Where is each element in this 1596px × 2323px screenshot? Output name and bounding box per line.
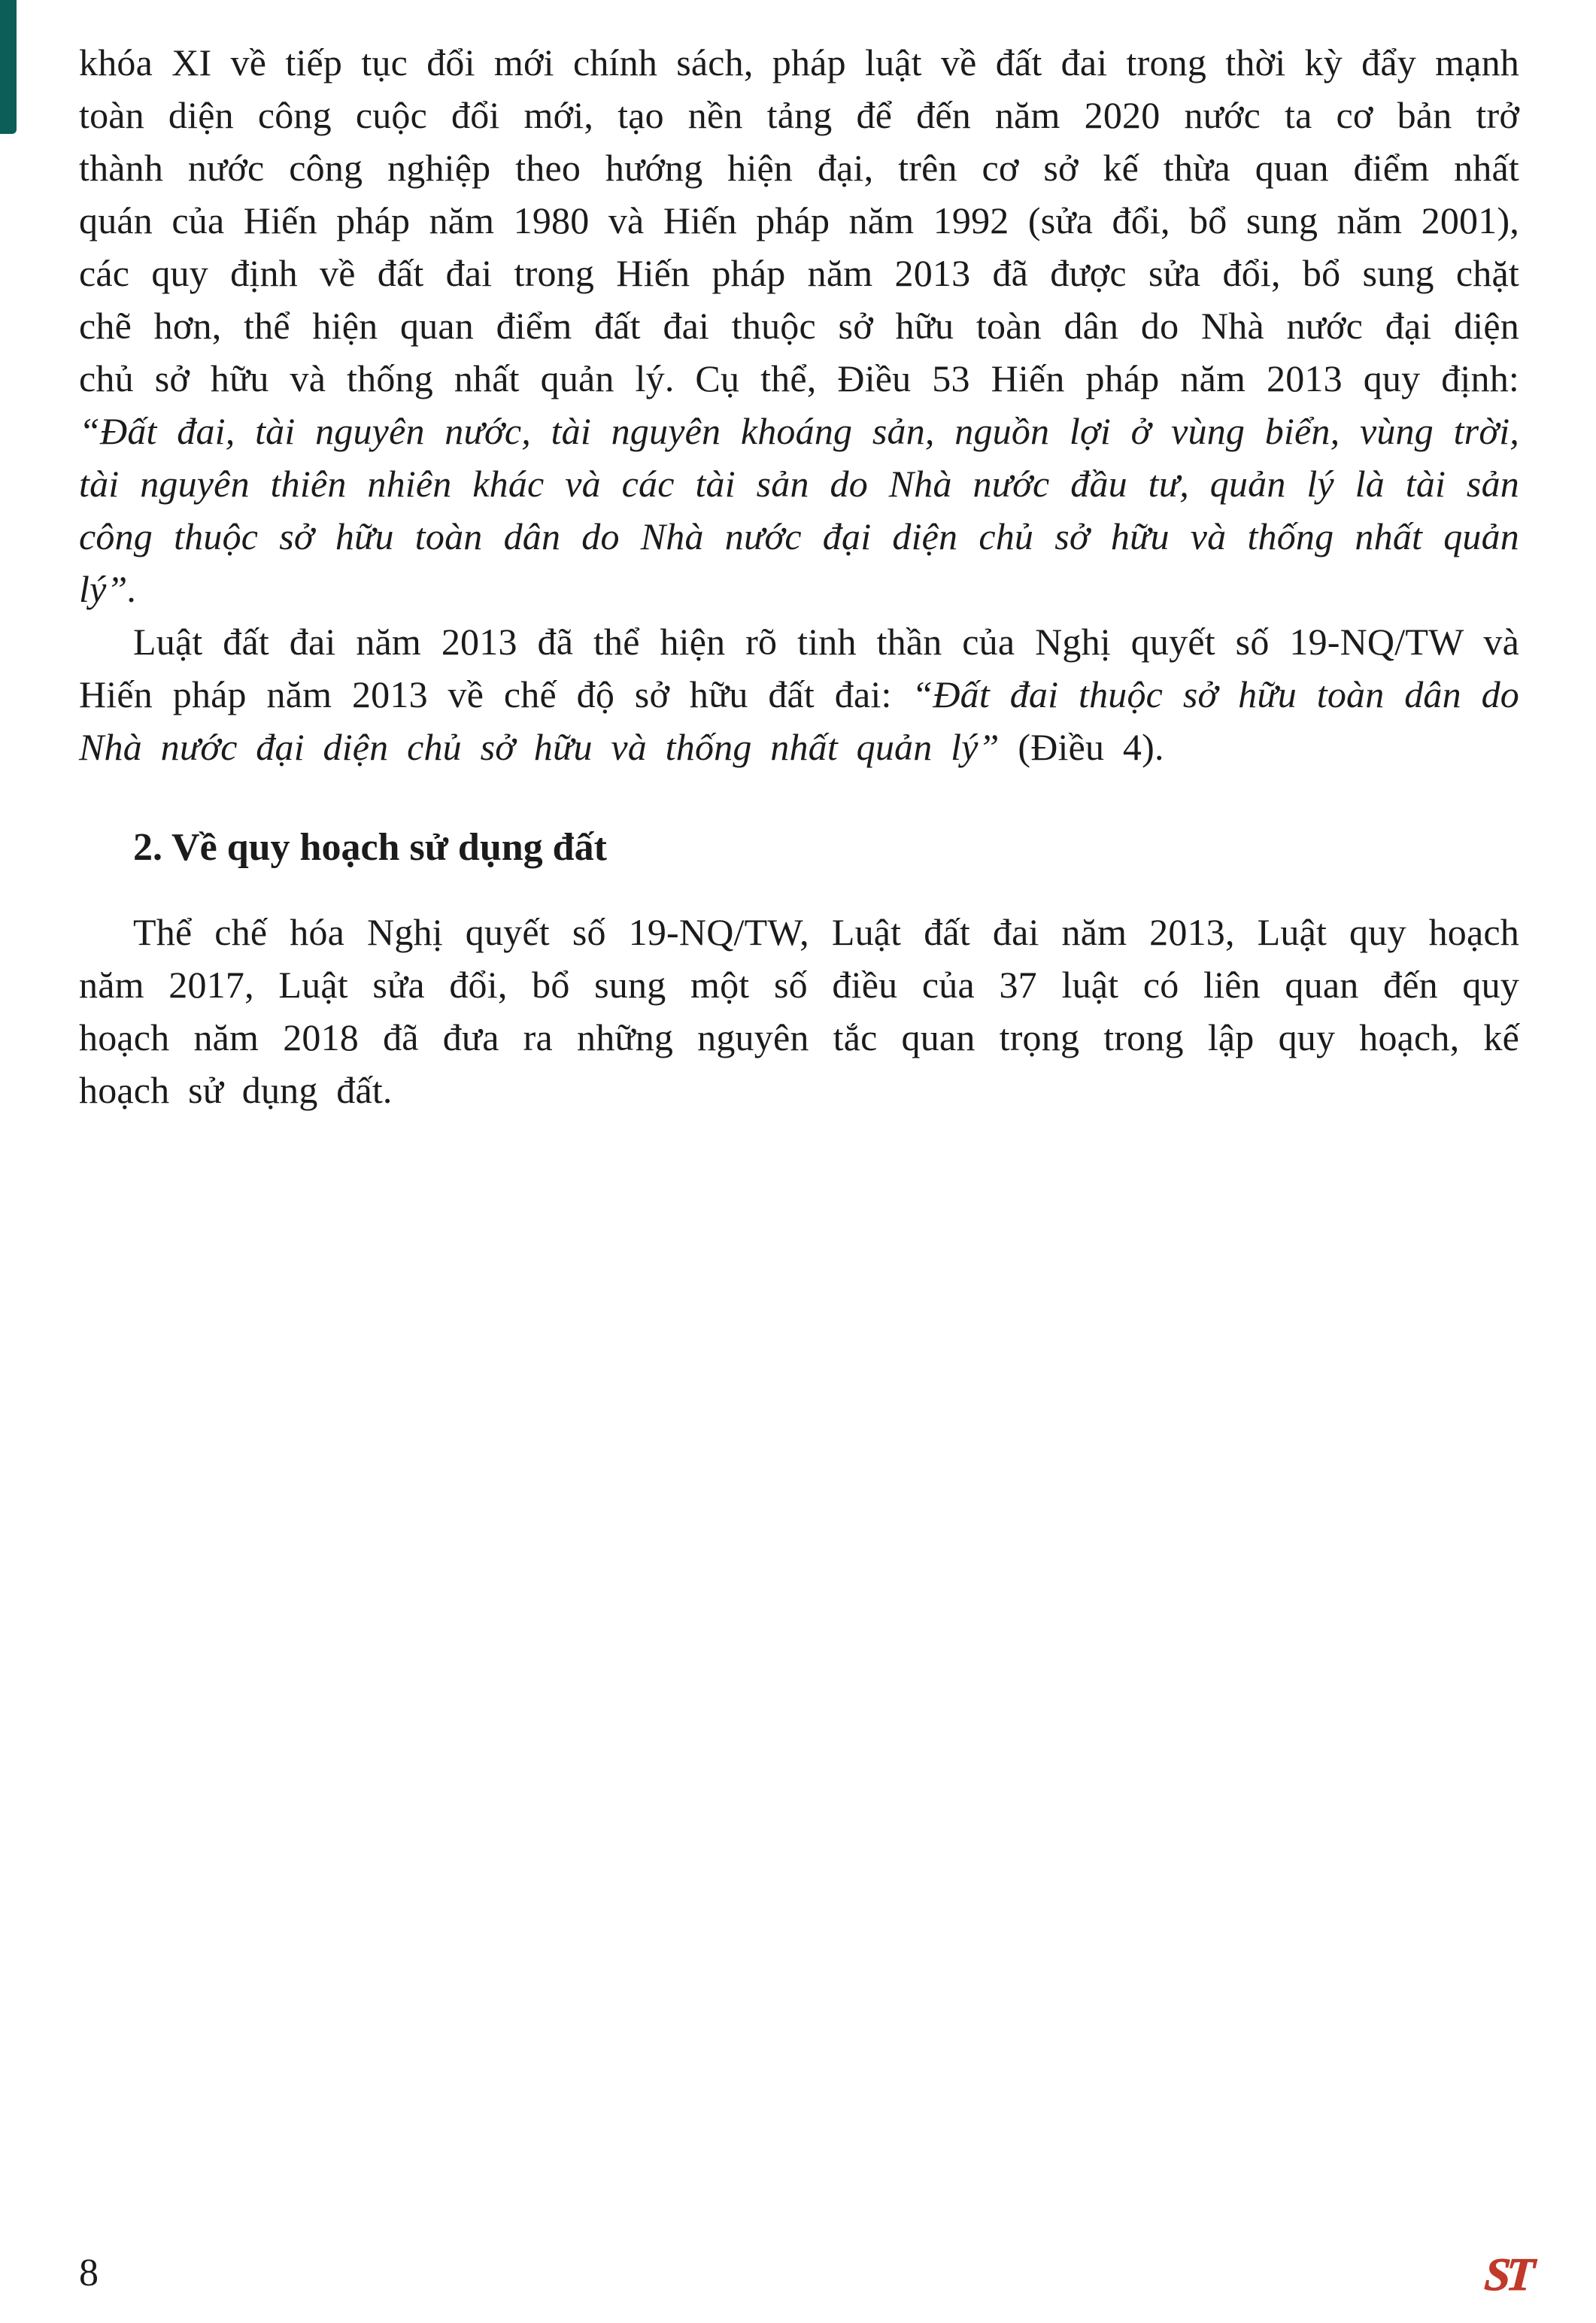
paragraph <box>79 906 1519 1116</box>
page-number: 8 <box>79 2252 99 2294</box>
teal-corner-strip <box>0 0 17 134</box>
page-body <box>79 36 1519 1116</box>
publisher-logo: ST <box>1482 2249 1532 2300</box>
body-text: (Điều 4). <box>999 726 1164 768</box>
paragraph <box>79 36 1519 615</box>
body-text: Luật đất đai năm 2013 đã thể hiện rõ tinh thần của Nghị quyết số 19-NQ/TW và Hiến pháp năm 2013 về chế độ sở hữu đất đai: <box>79 621 1519 715</box>
body-text: Thể chế hóa Nghị quyết số 19-NQ/TW, Luật đất đai năm 2013, Luật quy hoạch năm 2017, Luật sửa đổi, bổ sung một số điều của 37 luật có liên quan đến quy hoạch năm 2018 đã đưa ra những nguyên tắc quan trọng trong lập quy hoạch, kế hoạch sử dụng đất. <box>79 911 1519 1111</box>
quoted-italic-text: “Đất đai thuộc sở hữu toàn dân do Nhà nước đại diện chủ sở hữu và thống nhất quản lý” <box>79 673 1519 768</box>
paragraph <box>79 615 1519 773</box>
body-text: khóa XI về tiếp tục đổi mới chính sách, pháp luật về đất đai trong thời kỳ đẩy mạnh toàn diện công cuộc đổi mới, tạo nền tảng để đến năm 2020 nước ta cơ bản trở thành nước công nghiệp theo hướng hiện đại, trên cơ sở kế thừa quan điểm nhất quán của Hiến pháp năm 1980 và Hiến pháp năm 1992 (sửa đổi, bổ sung năm 2001), các quy định về đất đai trong Hiến pháp năm 2013 đã được sửa đổi, bổ sung chặt chẽ hơn, thể hiện quan điểm đất đai thuộc sở hữu toàn dân do Nhà nước đại diện chủ sở hữu và thống nhất quản lý. Cụ thể, Điều 53 Hiến pháp năm 2013 quy định: <box>79 41 1519 399</box>
quoted-italic-text: “Đất đai, tài nguyên nước, tài nguyên khoáng sản, nguồn lợi ở vùng biển, vùng trời, tài nguyên thiên nhiên khác và các tài sản do Nhà nước đầu tư, quản lý là tài sản công thuộc sở hữu toàn dân do Nhà nước đại diện chủ sở hữu và thống nhất quản lý”. <box>79 410 1519 610</box>
section-heading: 2. Về quy hoạch sử dụng đất <box>133 826 607 869</box>
page-footer <box>0 2242 1596 2302</box>
